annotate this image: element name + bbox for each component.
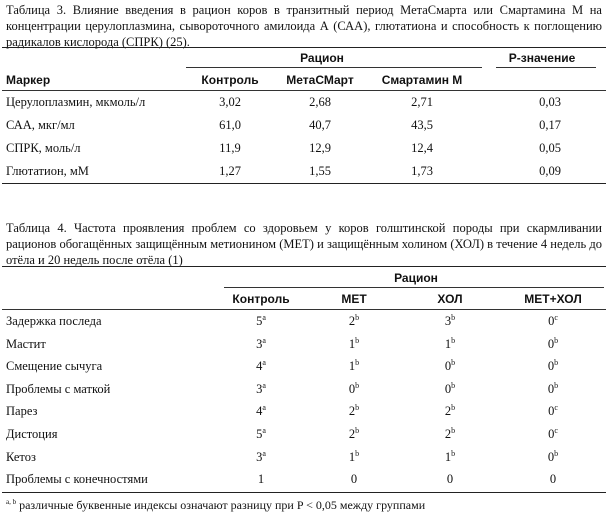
- table4-cell-superscript: b: [355, 358, 360, 368]
- table4-cell: [349, 314, 359, 329]
- table4-cell-value: 5: [256, 427, 263, 441]
- table4-cell: [445, 427, 455, 442]
- table4-cell: [351, 472, 357, 487]
- table4-cell: [349, 337, 359, 352]
- table3-marker-header: Маркер: [6, 73, 51, 87]
- table4-cell-superscript: c: [554, 425, 558, 435]
- table4-cell-value: 0: [548, 427, 555, 441]
- table4-cell: [548, 450, 558, 465]
- table3-cell: 40,7: [309, 118, 331, 132]
- table4-cell-superscript: a: [262, 448, 266, 458]
- table4-cell-value: 1: [444, 449, 452, 464]
- table3-cell: 1,27: [219, 164, 241, 178]
- table4-cell-value: 1: [257, 472, 265, 487]
- table4-col-control: Контроль: [232, 292, 290, 306]
- table4-cell-value: 0: [547, 449, 555, 464]
- table3-bottom-rule: [2, 183, 606, 184]
- table4-cell: [548, 382, 558, 397]
- table4-row-label: Проблемы с конечностями: [6, 472, 148, 487]
- table4-cell-value: 0: [350, 472, 358, 487]
- table4-cell: [349, 427, 359, 442]
- table4-cell-superscript: a: [262, 312, 266, 322]
- table4-cell-superscript: b: [355, 403, 360, 413]
- table4-cell-value: 5: [256, 314, 263, 328]
- footnote-marks: a, b: [6, 498, 17, 506]
- table4-cell: [256, 359, 266, 374]
- table4-col-met: МЕТ: [341, 292, 367, 306]
- table4-cell-value: 0: [547, 359, 555, 374]
- table4-cell-superscript: b: [451, 448, 456, 458]
- table4-cell-superscript: b: [451, 335, 456, 345]
- table3-cell: 2,68: [309, 95, 331, 109]
- table4-cell-value: 1: [444, 336, 452, 351]
- table4-cell: [445, 450, 455, 465]
- table4-cell-value: 3: [444, 314, 452, 328]
- table4-cell-superscript: b: [451, 425, 456, 435]
- table4-top-rule: [2, 266, 606, 267]
- table3-cell: 11,9: [219, 141, 241, 155]
- table4-cell-superscript: b: [355, 448, 360, 458]
- table4-col-met-hol: МЕТ+ХОЛ: [524, 292, 582, 306]
- table3-p-value: 0,03: [539, 95, 561, 109]
- table4-cell-value: 3: [256, 336, 263, 351]
- table4-caption: Таблица 4. Частота проявления проблем со здоровьем у коров голштинской породы при скармливании рационов обогащённых защищённым метионином (МЕТ) и защищённым холином (ХОЛ) в течение 4 недель до отёла и 20 недель после отёла (1): [6, 221, 602, 267]
- table4-cell: [445, 404, 455, 419]
- table3-cell: 3,02: [219, 95, 241, 109]
- table4-cell-superscript: b: [554, 448, 559, 458]
- table4-cell: [256, 337, 266, 352]
- table4-cell-value: 2: [348, 427, 356, 441]
- table4-cell-superscript: a: [262, 380, 266, 390]
- table4-row-label: Смещение сычуга: [6, 359, 103, 374]
- table4-cell: [349, 404, 359, 419]
- table4-cell: [256, 450, 266, 465]
- table4-cell-superscript: c: [554, 312, 558, 322]
- table3-cell: 43,5: [411, 118, 433, 132]
- table4-cell-value: 2: [444, 427, 452, 441]
- table3-p-value: 0,05: [539, 141, 561, 155]
- table4-cell-superscript: b: [554, 335, 559, 345]
- table4-cell: [256, 404, 266, 419]
- table3-header-rule: [2, 90, 606, 91]
- table4-group-header: Рацион: [394, 271, 438, 285]
- table4-row-label: Задержка последа: [6, 314, 102, 328]
- table4-cell-value: 0: [547, 336, 555, 351]
- table4-cell: [256, 382, 266, 397]
- table3-cell: 2,71: [411, 95, 433, 109]
- table4-cell-superscript: a: [262, 358, 266, 368]
- table4-cell: [548, 337, 558, 352]
- table4-cell: [445, 359, 455, 374]
- table4-cell-superscript: a: [262, 403, 266, 413]
- table4-cell: [548, 359, 558, 374]
- table3-p-value: 0,17: [539, 118, 561, 132]
- table4-cell-superscript: b: [355, 425, 360, 435]
- table3-cell: 1,73: [411, 164, 433, 178]
- table4-cell-value: 0: [348, 381, 356, 396]
- table4-cell-value: 4: [256, 404, 263, 419]
- table4-row-label: Проблемы с маткой: [6, 381, 111, 396]
- table4-cell-value: 4: [256, 359, 263, 374]
- table4-cell-value: 0: [547, 381, 555, 396]
- table4-cell: [550, 472, 556, 487]
- table4-cell-superscript: b: [451, 380, 456, 390]
- table4-cell-value: 0: [548, 404, 555, 419]
- table4-cell-value: 3: [256, 449, 263, 464]
- table4-cell: [548, 404, 558, 419]
- table3-row-label: СПРК, моль/л: [6, 141, 81, 155]
- table4-cell: [445, 314, 455, 329]
- table4-cell: [445, 337, 455, 352]
- table4-cell-value: 0: [444, 381, 452, 396]
- table4-cell: [548, 427, 558, 442]
- table4-cell-value: 2: [348, 404, 356, 419]
- table4-cell-value: 1: [348, 449, 356, 464]
- table3-row-label: САА, мкг/мл: [6, 118, 75, 132]
- table4-cell-superscript: b: [451, 312, 456, 322]
- table4-cell-superscript: b: [355, 312, 360, 322]
- table3-cell: 1,55: [309, 164, 331, 178]
- table3-top-rule: [2, 47, 606, 48]
- table3-p-value: 0,09: [539, 164, 561, 178]
- table4-cell-superscript: b: [355, 335, 360, 345]
- table4-footnote: [6, 498, 425, 513]
- table4-cell-value: 0: [446, 472, 454, 487]
- table4-cell-superscript: a: [262, 335, 266, 345]
- table4-cell-superscript: b: [554, 380, 559, 390]
- table3-group-underline: [186, 67, 482, 68]
- table3-p-header: P-значение: [508, 51, 576, 65]
- table4-cell: [349, 359, 359, 374]
- table4-cell: [256, 314, 266, 329]
- table4-cell: [349, 382, 359, 397]
- table4-cell-superscript: c: [554, 403, 558, 413]
- table4-cell-value: 2: [444, 404, 452, 419]
- table4-cell-value: 0: [548, 314, 555, 328]
- table4-cell: [548, 314, 558, 329]
- table3-col-metasmart: МетаСМарт: [286, 73, 354, 87]
- table4-cell-value: 0: [549, 472, 557, 487]
- table4-group-underline: [224, 287, 604, 288]
- footnote-text: различные буквенные индексы означают разницу при P < 0,05 между группами: [16, 498, 426, 512]
- table3-group-header: Рацион: [300, 51, 344, 65]
- table4-cell-value: 1: [348, 359, 356, 374]
- table4-cell-superscript: b: [451, 403, 456, 413]
- table4-row-label: Кетоз: [6, 449, 36, 464]
- table4-header-rule: [2, 309, 606, 310]
- table4-cell: [349, 450, 359, 465]
- table4-row-label: Парез: [6, 404, 38, 419]
- table3-cell: 61,0: [219, 118, 241, 132]
- table3-col-smartamine: Смартамин М: [381, 73, 463, 87]
- table4-cell-superscript: b: [554, 358, 559, 368]
- table4-cell-value: 3: [256, 381, 263, 396]
- table4-row-label: Дистоция: [6, 427, 58, 441]
- table4-cell: [447, 472, 453, 487]
- table4-cell-superscript: b: [355, 380, 360, 390]
- table4-bottom-rule: [2, 492, 606, 493]
- table4-cell-superscript: b: [451, 358, 456, 368]
- table3-col-control: Контроль: [201, 73, 259, 87]
- table3-cell: 12,9: [309, 141, 331, 155]
- table4-cell: [256, 427, 266, 442]
- table4-row-label: Мастит: [6, 336, 46, 351]
- table4-cell-superscript: a: [262, 425, 266, 435]
- table3-row-label: Церулоплазмин, мкмоль/л: [6, 95, 146, 109]
- table3-p-underline: [496, 67, 596, 68]
- table4-cell-value: 0: [444, 359, 452, 374]
- table4-cell-value: 1: [348, 336, 356, 351]
- table4-cell: [258, 472, 264, 487]
- table4-cell: [445, 382, 455, 397]
- table3-row-label: Глютатион, мМ: [6, 164, 89, 178]
- table3-caption: Таблица 3. Влияние введения в рацион коров в транзитный период МетаСмарта или Смартамина М на концентрации церулоплазмина, сывороточного амилоида А (САА), глютатиона и способность к поглощению радикалов кислорода (СПРК) (25).: [6, 3, 602, 49]
- table4-col-hol: ХОЛ: [437, 292, 463, 306]
- table4-cell-value: 2: [348, 314, 356, 328]
- table3-cell: 12,4: [411, 141, 433, 155]
